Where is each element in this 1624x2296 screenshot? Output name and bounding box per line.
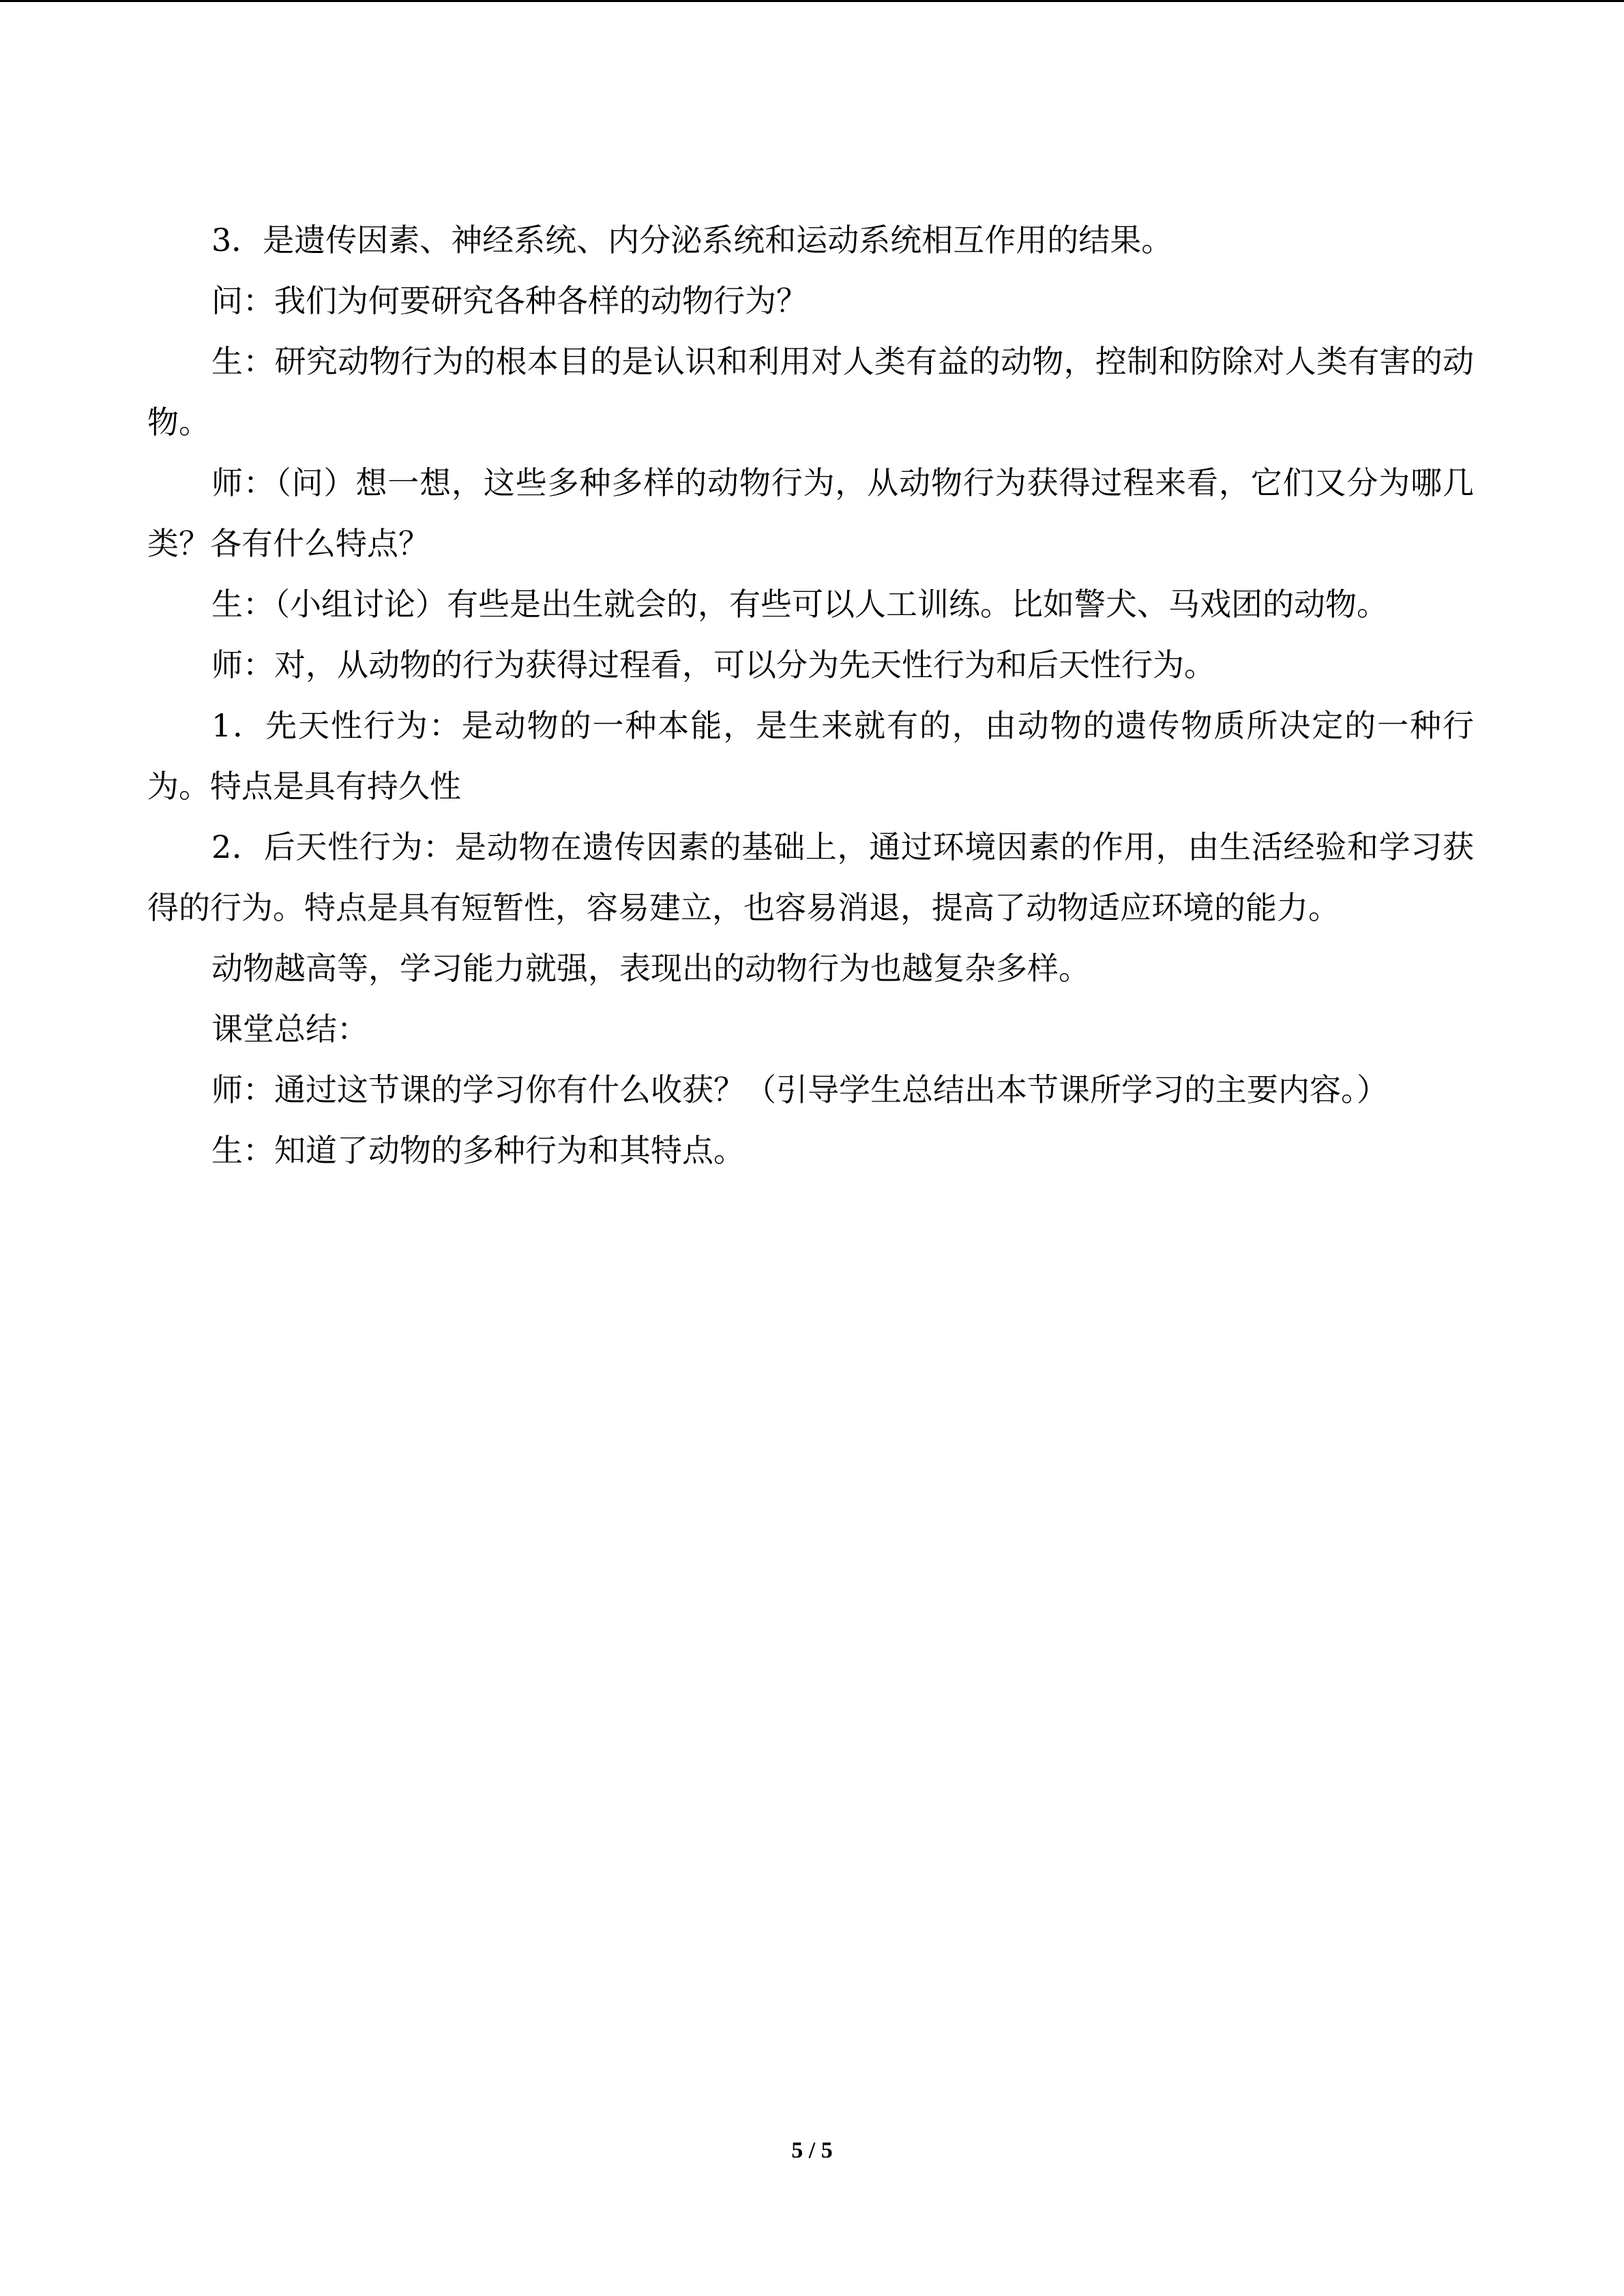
paragraph-student-answer-purpose: 生：研究动物行为的根本目的是认识和利用对人类有益的动物，控制和防除对人类有害的动物。 (147, 343, 1474, 441)
paragraph-learned-behavior: 2．后天性行为：是动物在遗传因素的基础上，通过环境因素的作用，由生活经验和学习获得的行为。特点是具有短暂性，容易建立，也容易消退，提高了动物适应环境的能力。 (147, 829, 1474, 926)
paragraph-class-summary-heading: 课堂总结： (211, 1011, 368, 1047)
paragraph-genetic-result: 3．是遗传因素、神经系统、内分泌系统和运动系统相互作用的结果。 (211, 222, 1173, 258)
paragraph-higher-animals: 动物越高等，学习能力就强，表现出的动物行为也越复杂多样。 (211, 950, 1090, 987)
paragraph-teacher-summary-question: 师：通过这节课的学习你有什么收获？（引导学生总结出本节课所学习的主要内容。） (211, 1071, 1388, 1108)
paragraph-teacher-classification: 师：对，从动物的行为获得过程看，可以分为先天性行为和后天性行为。 (211, 646, 1215, 683)
paragraph-student-summary-answer: 生：知道了动物的多种行为和其特点。 (211, 1132, 745, 1169)
body-text (147, 210, 1474, 1181)
paragraph-question-why-study: 问：我们为何要研究各种各样的动物行为？ (211, 282, 808, 319)
paragraph-innate-behavior: 1．先天性行为：是动物的一种本能，是生来就有的，由动物的遗传物质所决定的一种行为。特点是具有持久性 (147, 707, 1474, 805)
paragraph-student-group-discussion: 生：（小组讨论）有些是出生就会的，有些可以人工训练。比如警犬、马戏团的动物。 (211, 586, 1388, 623)
paragraph-teacher-question-classify: 师：（问）想一想，这些多种多样的动物行为，从动物行为获得过程来看，它们又分为哪几类？各有什么特点？ (147, 464, 1474, 562)
page-number: 5 / 5 (791, 2138, 833, 2163)
